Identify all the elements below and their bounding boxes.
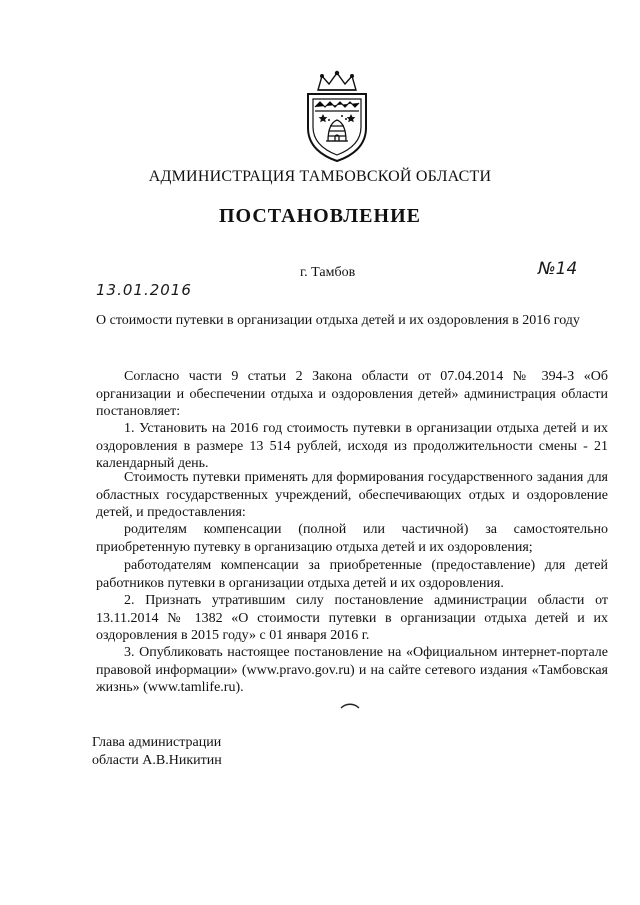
- signature-block: [92, 734, 222, 769]
- coat-of-arms-icon: [296, 70, 378, 164]
- paragraph-parents-compensation: родителям компенсации (полной или частичной) за самостоятельно приобретенную путевку в организацию отдыха детей и их оздоровления;: [96, 522, 608, 555]
- document-type-title: ПОСТАНОВЛЕНИЕ: [219, 205, 421, 227]
- paragraph-item-2: 2. Признать утратившим силу постановление администрации области от 13.11.2014 № 1382 «О стоимости путевки в организации отдыха детей и их оздоровления в 2015 году» с 01 января 2016 г.: [96, 593, 608, 644]
- paragraph-item-1: 1. Установить на 2016 год стоимость путевки в организации отдыха детей и их оздоровления в размере 13 514 рублей, исходя из продолжительности смены - 21 календарный день.: [96, 421, 608, 472]
- paragraph-preamble: Согласно части 9 статьи 2 Закона области от 07.04.2014 № 394-З «Об организации и обеспечении отдыха и оздоровления детей» администрация области постановляет:: [96, 369, 608, 420]
- document-subject: О стоимости путевки в организации отдыха детей и их оздоровления в 2016 году: [96, 313, 580, 328]
- stray-ink-mark: [339, 702, 361, 710]
- paragraph-employers-compensation: работодателям компенсации за приобретенные (предоставление) для детей работников путевки в организации отдыха детей и их оздоровления.: [96, 558, 608, 591]
- paragraph-item-3: 3. Опубликовать настоящее постановление на «Официальном интернет-портале правовой информации» (www.pravo.gov.ru) и на сайте сетевого издания «Тамбовская жизнь» (www.tamlife.ru).: [96, 645, 608, 696]
- handwritten-number: №14: [538, 259, 578, 279]
- city-label: г. Тамбов: [300, 265, 356, 280]
- handwritten-date: 13.01.2016: [96, 281, 192, 299]
- organization-title: АДМИНИСТРАЦИЯ ТАМБОВСКОЙ ОБЛАСТИ: [148, 168, 492, 185]
- paragraph-cost-usage: Стоимость путевки применять для формирования государственного задания для областных государственных учреждений, обеспечивающих отдых и оздоровление детей, и предоставления:: [96, 470, 608, 521]
- signature-name: области А.В.Никитин: [92, 752, 222, 768]
- signature-position: Глава администрации: [92, 735, 222, 750]
